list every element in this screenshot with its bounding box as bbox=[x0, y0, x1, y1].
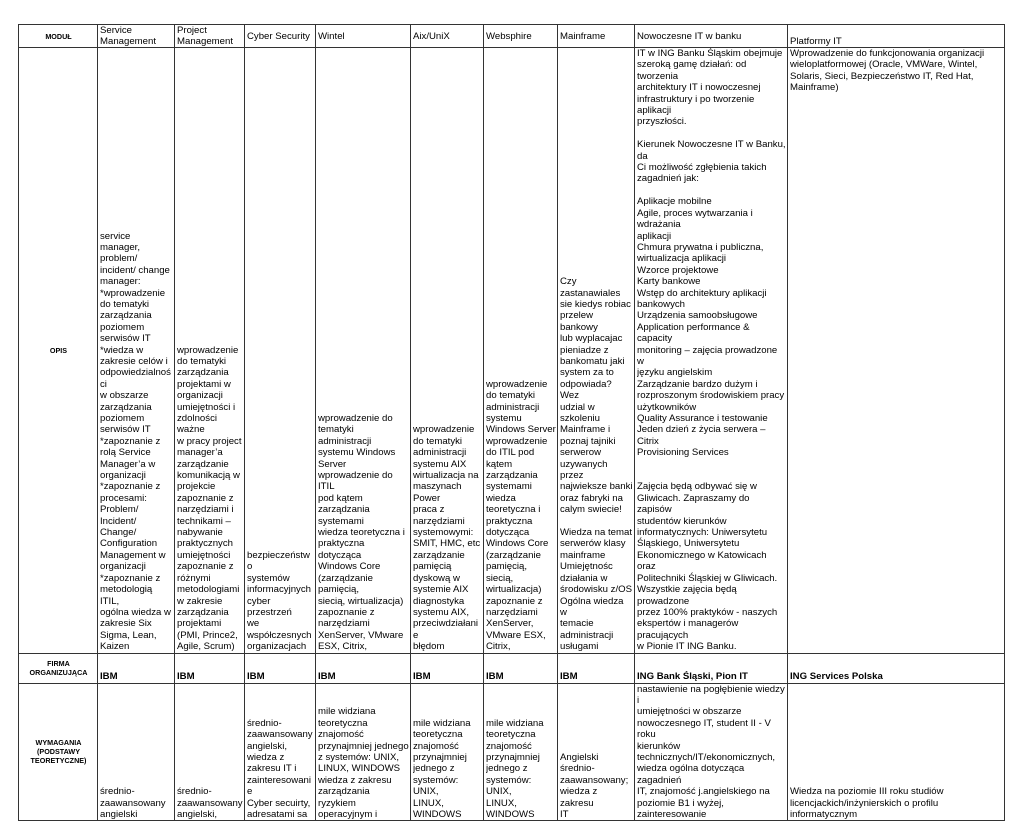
description-mainframe: Czy zastanawiales sie kiedys robiac przelew bankowy lub wyplacajac pieniadze z bankomatu jaki system za to odpowiada? Wez udzial w szkoleniu Mainframe i poznaj tajniki serwerow uzywanych przez najwieksze banki oraz fabryki na calym swiecie! Wiedza na temat serwerów klasy mainframe Umiejętnośc działania w środowisku z/OS Ogólna wiedza w temacie administracji usługami bbox=[558, 48, 635, 654]
header-websphire: Websphire bbox=[484, 25, 558, 48]
description-row bbox=[19, 48, 1005, 654]
requirements-nowoczesne-it: nastawienie na pogłębienie wiedzy i umiejętności w obszarze nowoczesnego IT, student II - V roku kierunków technicznych/IT/ekonomicznych, wiedza ogólna dotycząca zagadnień IT, znajomość j.angielskiego na poziomie B1 i wyżej, zainteresowanie bbox=[635, 683, 788, 821]
description-project-management: wprowadzenie do tematyki zarządzania projektami w organizacji umiejętności i zdolności ważne w pracy project manager’a zarządzanie komunikacją w projekcie zapoznanie z narzędziami i technikami – nabywanie praktycznych umiejętności zapoznanie z różnymi metodologiami w zakresie zarządzania projektami (PMI, Prince2, Agile, Scrum) bbox=[175, 48, 245, 654]
company-project-management: IBM bbox=[175, 653, 245, 683]
requirements-row bbox=[19, 683, 1005, 821]
description-service-management: service manager, problem/ incident/ change manager: *wprowadzenie do tematyki zarządzania poziomem serwisów IT *wiedza w zakresie celów i odpowiedzialności w obszarze zarządzania poziomem serwisów IT *zapoznanie z rolą Service Manager’a w organizacji *zapoznanie z procesami: Problem/ Incident/ Change/ Configuration Management w organizacji *zapoznanie z metodologią ITIL, ogólna wiedza w zakresie Six Sigma, Lean, Kaizen bbox=[98, 48, 175, 654]
requirements-wintel: mile widziana teoretyczna znajomość przynajmniej jednego z systemów: UNIX, LINUX, WINDOWS wiedza z zakresu zarządzania ryzykiem operacyjnym i bbox=[316, 683, 411, 821]
header-aix-unix: Aix/UniX bbox=[411, 25, 484, 48]
company-wintel: IBM bbox=[316, 653, 411, 683]
requirements-service-management: średnio- zaawansowany angielski bbox=[98, 683, 175, 821]
header-service-management: Service Management bbox=[98, 25, 175, 48]
header-nowoczesne-it: Nowoczesne IT w banku bbox=[635, 25, 788, 48]
row-label-module: MODUŁ bbox=[19, 25, 98, 48]
description-cyber-security: bezpieczeństwo systemów informacyjnych cyber przestrzeń we współczesnych organizacjach bbox=[245, 48, 316, 654]
row-label-company: FIRMA ORGANIZUJĄCA bbox=[19, 653, 98, 683]
header-wintel: Wintel bbox=[316, 25, 411, 48]
requirements-websphire: mile widziana teoretyczna znajomość przynajmniej jednego z systemów: UNIX, LINUX, WINDOWS bbox=[484, 683, 558, 821]
description-wintel: wprowadzenie do tematyki administracji systemu Windows Server wprowadzenie do ITIL pod kątem zarządzania systemami wiedza teoretyczna i praktyczna dotycząca Windows Core (zarządzanie pamięcią, siecią, wirtualizacja) zapoznanie z narzędziami XenServer, VMware ESX, Citrix, bbox=[316, 48, 411, 654]
company-row bbox=[19, 653, 1005, 683]
header-platformy-it: Platformy IT bbox=[788, 25, 1005, 48]
requirements-aix-unix: mile widziana teoretyczna znajomość przynajmniej jednego z systemów: UNIX, LINUX, WINDOWS bbox=[411, 683, 484, 821]
description-platformy-it: Wprowadzenie do funkcjonowania organizacji wieloplatformowej (Oracle, VMWare, Wintel, Solaris, Sieci, Bezpieczeństwo IT, Red Hat, Mainframe) bbox=[788, 48, 1005, 654]
company-websphire: IBM bbox=[484, 653, 558, 683]
description-nowoczesne-it: IT w ING Banku Śląskim obejmuje szeroką gamę działań: od tworzenia architektury IT i nowoczesnej infrastruktury i po tworzenie aplikacji przyszłości. Kierunek Nowoczesne IT w Banku, da Ci możliwość zgłębienia takich zagadnień jak: Aplikacje mobilne Agile, proces wytwarzania i wdrażania aplikacji Chmura prywatna i publiczna, wirtualizacja aplikacji Wzorce projektowe Karty bankowe Wstęp do architektury aplikacji bankowych Urządzenia samoobsługowe Application performance & capacity monitoring – zajęcia prowadzone w języku angielskim Zarządzanie bardzo dużym i rozproszonym środowiskiem pracy użytkowników Quality Assurance i testowanie Jeden dzień z życia serwera – Citrix Provisioning Services Zajęcia będą odbywać się w Gliwicach. Zapraszamy do zapisów studentów kierunków informatycznych: Uniwersytetu Śląskiego, Uniwersytetu Ekonomicznego w Katowicach oraz Politechniki Śląskiej w Gliwicach. Wszystkie zajęcia będą prowadzone przez 100% praktyków - naszych ekspertów i managerów pracujących w Pionie IT ING Banku. bbox=[635, 48, 788, 654]
description-websphire: wprowadzenie do tematyki administracji systemu Windows Server wprowadzenie do ITIL pod kątem zarządzania systemami wiedza teoretyczna i praktyczna dotycząca Windows Core (zarządzanie pamięcią, siecią, wirtualizacja) zapoznanie z narzędziami XenServer, VMware ESX, Citrix, bbox=[484, 48, 558, 654]
company-cyber-security: IBM bbox=[245, 653, 316, 683]
company-service-management: IBM bbox=[98, 653, 175, 683]
company-platformy-it: ING Services Polska bbox=[788, 653, 1005, 683]
requirements-platformy-it: Wiedza na poziomie III roku studiów licencjackich/inżynierskich o profilu informatycznym bbox=[788, 683, 1005, 821]
company-nowoczesne-it: ING Bank Śląski, Pion IT bbox=[635, 653, 788, 683]
row-label-requirements: WYMAGANIA (PODSTAWY TEORETYCZNE) bbox=[19, 683, 98, 821]
header-row bbox=[19, 25, 1005, 48]
header-project-management: Project Management bbox=[175, 25, 245, 48]
row-label-description: OPIS bbox=[19, 48, 98, 654]
course-modules-table bbox=[18, 24, 1005, 821]
header-mainframe: Mainframe bbox=[558, 25, 635, 48]
description-aix-unix: wprowadzenie do tematyki administracji systemu AIX wirtualizacja na maszynach Power praca z narzędziami systemowymi: SMIT, HMC, etc zarządzanie pamięcią dyskową w systemie AIX diagnostyka systemu AIX, przeciwdziałanie błędom bbox=[411, 48, 484, 654]
requirements-cyber-security: średnio- zaawansowany angielski, wiedza z zakresu IT i zainteresowanie Cyber secuirty, adresatami sa bbox=[245, 683, 316, 821]
company-aix-unix: IBM bbox=[411, 653, 484, 683]
requirements-project-management: średnio- zaawansowany angielski, bbox=[175, 683, 245, 821]
requirements-mainframe: Angielski średnio- zaawansowany; wiedza z zakresu IT bbox=[558, 683, 635, 821]
header-cyber-security: Cyber Security bbox=[245, 25, 316, 48]
company-mainframe: IBM bbox=[558, 653, 635, 683]
